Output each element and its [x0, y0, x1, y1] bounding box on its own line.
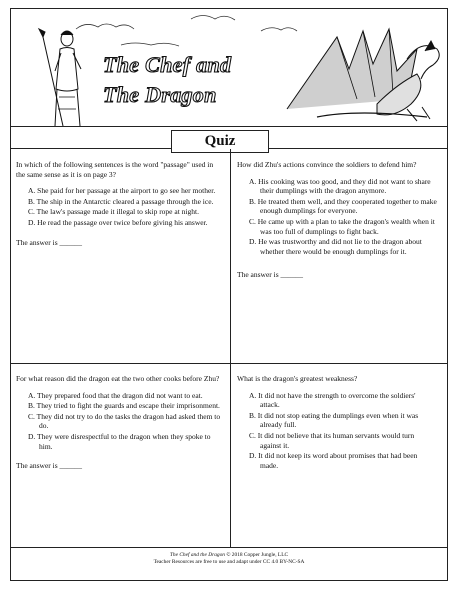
horizontal-divider: [11, 363, 447, 364]
option-b: B. It did not stop eating the dumplings even when it was already full.: [249, 410, 419, 430]
question-3: [16, 374, 222, 478]
option-d: D. He was trustworthy and did not lie to the dragon about whether there would be enough dumplings for it.: [249, 237, 422, 256]
title-line-2: The Dragon: [103, 82, 217, 107]
dragon-illustration-icon: [257, 9, 447, 126]
footer-copyright: © 2018 Copper Jungle, LLC: [226, 552, 289, 558]
footer-title: The Chef and the Dragon: [169, 552, 225, 558]
question-2: [237, 160, 437, 287]
option-a: A. They prepared food that the dragon did not want to eat.: [28, 390, 203, 400]
option-b: B. He treated them well, and they cooperated together to make enough dumplings for everyone.: [249, 196, 437, 216]
option-d: D. It did not keep its word about promises that had been made.: [249, 451, 418, 470]
title-line-1: The Chef and: [103, 52, 232, 77]
option-d: D. They were disrespectful to the dragon when they spoke to him.: [28, 431, 211, 451]
footer: [11, 547, 447, 581]
question-4-options: [237, 391, 437, 471]
question-1-options: [16, 186, 222, 227]
option-c: C. The law's passage made it illegal to skip rope at night.: [28, 207, 199, 217]
question-2-stem: How did Zhu's actions convince the soldiers to defend him?: [237, 160, 417, 169]
chef-illustration-icon: [33, 9, 103, 126]
option-a: A. His cooking was too good, and they did not want to share their dumplings with the dragon anymore.: [249, 176, 431, 196]
option-d: D. He read the passage over twice before giving his answer.: [28, 217, 208, 227]
option-a: A. She paid for her passage at the airport to go see her mother.: [28, 186, 216, 196]
worksheet-page: [10, 8, 448, 581]
option-b: B. They tried to fight the guards and escape their imprisonment.: [28, 401, 220, 411]
quiz-heading: Quiz: [171, 130, 269, 153]
vertical-divider: [230, 149, 231, 547]
question-1-stem: In which of the following sentences is the word "passage" used in the same sense as it is on page 3?: [16, 160, 214, 179]
option-c: C. They did not try to do the tasks the dragon had asked them to do.: [28, 411, 221, 431]
question-3-options: [16, 391, 222, 452]
question-4-stem: What is the dragon's greatest weakness?: [237, 374, 358, 383]
footer-license: Teacher Resources are free to use and adapt under CC 4.0 BY-NC-SA: [153, 559, 305, 565]
option-b: B. The ship in the Antarctic cleared a passage through the ice.: [28, 196, 214, 206]
option-a: A. It did not have the strength to overcome the soldiers' attack.: [249, 390, 416, 410]
footer-line-1: [11, 552, 447, 559]
title-text: [103, 53, 231, 107]
answer-blank-1[interactable]: The answer is ______: [16, 237, 83, 247]
question-1: [16, 160, 222, 255]
answer-blank-2[interactable]: The answer is ______: [237, 270, 304, 280]
question-4: [237, 374, 437, 480]
title-banner: [11, 9, 447, 127]
question-2-options: [237, 177, 437, 257]
question-3-stem: For what reason did the dragon eat the two other cooks before Zhu?: [16, 374, 220, 383]
option-c: C. He came up with a plan to take the dragon's wealth when it was too full of dumplings to fight back.: [249, 216, 435, 236]
option-c: C. It did not believe that its human servants would turn against it.: [249, 430, 415, 450]
answer-blank-3[interactable]: The answer is ______: [16, 461, 83, 471]
